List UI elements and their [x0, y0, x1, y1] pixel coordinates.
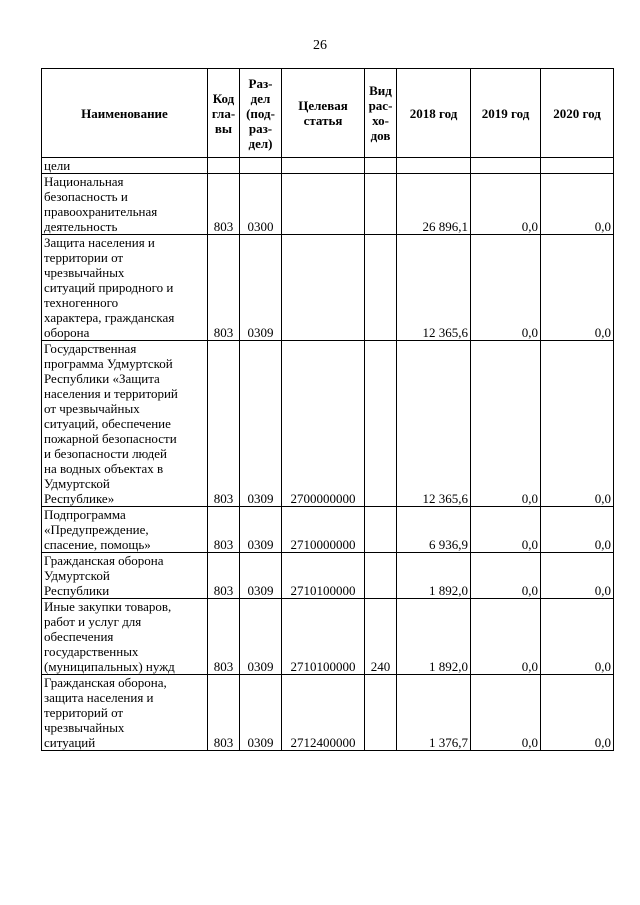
row-name-line: Защита населения и: [44, 235, 155, 250]
row-name-line: и безопасности людей: [44, 446, 167, 461]
page-number: 26: [313, 38, 327, 53]
row-name-line: оборона: [44, 325, 90, 340]
amount-2020: 0,0: [541, 174, 614, 235]
row-name-line: Национальная: [44, 174, 124, 189]
expense-type: 240: [365, 599, 397, 675]
amount-2020: 0,0: [541, 599, 614, 675]
row-name-line: Иные закупки товаров,: [44, 599, 172, 614]
row-name-line: программа Удмуртской: [44, 356, 173, 371]
row-name-line: территорий от: [44, 705, 124, 720]
table-row: [42, 675, 614, 751]
row-name: [42, 553, 208, 599]
row-name-line: спасение, помощь»: [44, 537, 151, 552]
expense-type: [365, 341, 397, 507]
expense-type: [365, 235, 397, 341]
header-line: дел: [250, 90, 271, 106]
amount-2018: 1 892,0: [397, 599, 471, 675]
amount-2018: 12 365,6: [397, 235, 471, 341]
header-section: [240, 69, 282, 158]
table-row: [42, 599, 614, 675]
header-line: раз-: [248, 120, 273, 136]
target-article: [282, 235, 365, 341]
header-target: [282, 69, 365, 158]
target-article: 2712400000: [282, 675, 365, 751]
amount-2019: 0,0: [471, 553, 541, 599]
row-name-line: характера, гражданская: [44, 310, 175, 325]
amount-2020: 0,0: [541, 235, 614, 341]
row-name-line: Удмуртской: [44, 568, 110, 583]
row-name: [42, 507, 208, 553]
header-expense: [365, 69, 397, 158]
row-name-line: защита населения и: [44, 690, 154, 705]
amount-2019: 0,0: [471, 675, 541, 751]
row-name: [42, 341, 208, 507]
row-name-line: безопасность и: [44, 189, 128, 204]
row-name-line: Республики: [44, 583, 110, 598]
header-line: вы: [214, 120, 233, 136]
row-name-line: Гражданская оборона: [44, 553, 164, 568]
row-name-line: на водных объектах в: [44, 461, 164, 476]
chapter-code: 803: [208, 675, 240, 751]
header-line: (под-: [246, 105, 275, 121]
target-article: 2710100000: [282, 599, 365, 675]
header-2019: 2019 год: [471, 69, 541, 158]
row-name-line: Подпрограмма: [44, 507, 126, 522]
row-name-line: Республике»: [44, 491, 115, 506]
row-name-line: населения и территорий: [44, 386, 178, 401]
section-code: 0309: [240, 599, 282, 675]
row-name-line: «Предупреждение,: [44, 522, 149, 537]
header-chapter: [208, 69, 240, 158]
amount-2019: 0,0: [471, 235, 541, 341]
row-name-line: пожарной безопасности: [44, 431, 177, 446]
row-name-line: чрезвычайных: [44, 720, 125, 735]
amount-2018: 1 376,7: [397, 675, 471, 751]
expense-type: [365, 553, 397, 599]
chapter-code: 803: [208, 235, 240, 341]
row-name-line: работ и услуг для: [44, 614, 142, 629]
amount-2020: 0,0: [541, 341, 614, 507]
header-row: [42, 69, 614, 158]
header-line: дел): [248, 135, 273, 151]
amount-2019: 0,0: [471, 341, 541, 507]
header-line: Целевая: [298, 98, 348, 113]
row-name-line: ситуаций природного и: [44, 280, 174, 295]
section-code: 0309: [240, 341, 282, 507]
row-name-line: ситуаций: [44, 735, 96, 750]
header-line: хо-: [372, 113, 389, 128]
amount-2020: 0,0: [541, 675, 614, 751]
header-name: Наименование: [42, 69, 208, 158]
header-line: Код: [212, 90, 235, 106]
row-name-line: Республики «Защита: [44, 371, 160, 386]
section-code: 0309: [240, 675, 282, 751]
table-row: [42, 235, 614, 341]
amount-2020: 0,0: [541, 553, 614, 599]
chapter-code: 803: [208, 174, 240, 235]
row-name-line: деятельность: [44, 219, 118, 234]
row-name-line: Государственная: [44, 341, 137, 356]
expense-type: [365, 174, 397, 235]
amount-2018: 26 896,1: [397, 174, 471, 235]
target-article: [282, 174, 365, 235]
header-2020: 2020 год: [541, 69, 614, 158]
row-name-line: территории от: [44, 250, 124, 265]
header-line: гла-: [211, 105, 236, 121]
chapter-code: 803: [208, 599, 240, 675]
chapter-code: 803: [208, 341, 240, 507]
header-line: дов: [370, 128, 391, 143]
amount-2018: 12 365,6: [397, 341, 471, 507]
row-name: [42, 675, 208, 751]
section-code: 0309: [240, 235, 282, 341]
header-line: Вид: [369, 83, 392, 98]
target-article: 2710100000: [282, 553, 365, 599]
amount-2019: 0,0: [471, 599, 541, 675]
chapter-code: 803: [208, 507, 240, 553]
budget-table: [41, 68, 614, 751]
row-name: [42, 599, 208, 675]
row-name-line: техногенного: [44, 295, 119, 310]
row-name-line: чрезвычайных: [44, 265, 125, 280]
header-2018: 2018 год: [397, 69, 471, 158]
row-name: [42, 174, 208, 235]
table-row: [42, 341, 614, 507]
row-name-line: государственных: [44, 644, 139, 659]
row-name-line: Удмуртской: [44, 476, 110, 491]
header-line: Раз-: [248, 75, 273, 91]
amount-2019: 0,0: [471, 507, 541, 553]
target-article: 2710000000: [282, 507, 365, 553]
row-name: [42, 235, 208, 341]
section-code: 0300: [240, 174, 282, 235]
row-name-line: Гражданская оборона,: [44, 675, 167, 690]
row-name-line: обеспечения: [44, 629, 114, 644]
table-row: [42, 507, 614, 553]
expense-type: [365, 507, 397, 553]
table-row: [42, 174, 614, 235]
expense-type: [365, 675, 397, 751]
row-name-line: (муниципальных) нужд: [44, 659, 175, 674]
amount-2019: 0,0: [471, 174, 541, 235]
row-name-line: правоохранительная: [44, 204, 158, 219]
row-name-line: ситуаций, обеспечение: [44, 416, 171, 431]
amount-2018: 6 936,9: [397, 507, 471, 553]
amount-2018: 1 892,0: [397, 553, 471, 599]
continuation-row: [42, 158, 614, 174]
header-line: рас-: [368, 98, 393, 113]
amount-2020: 0,0: [541, 507, 614, 553]
target-article: 2700000000: [282, 341, 365, 507]
section-code: 0309: [240, 507, 282, 553]
table-row: [42, 553, 614, 599]
chapter-code: 803: [208, 553, 240, 599]
row-name-line: от чрезвычайных: [44, 401, 140, 416]
section-code: 0309: [240, 553, 282, 599]
continuation-text: цели: [42, 158, 208, 174]
header-line: статья: [303, 113, 343, 128]
